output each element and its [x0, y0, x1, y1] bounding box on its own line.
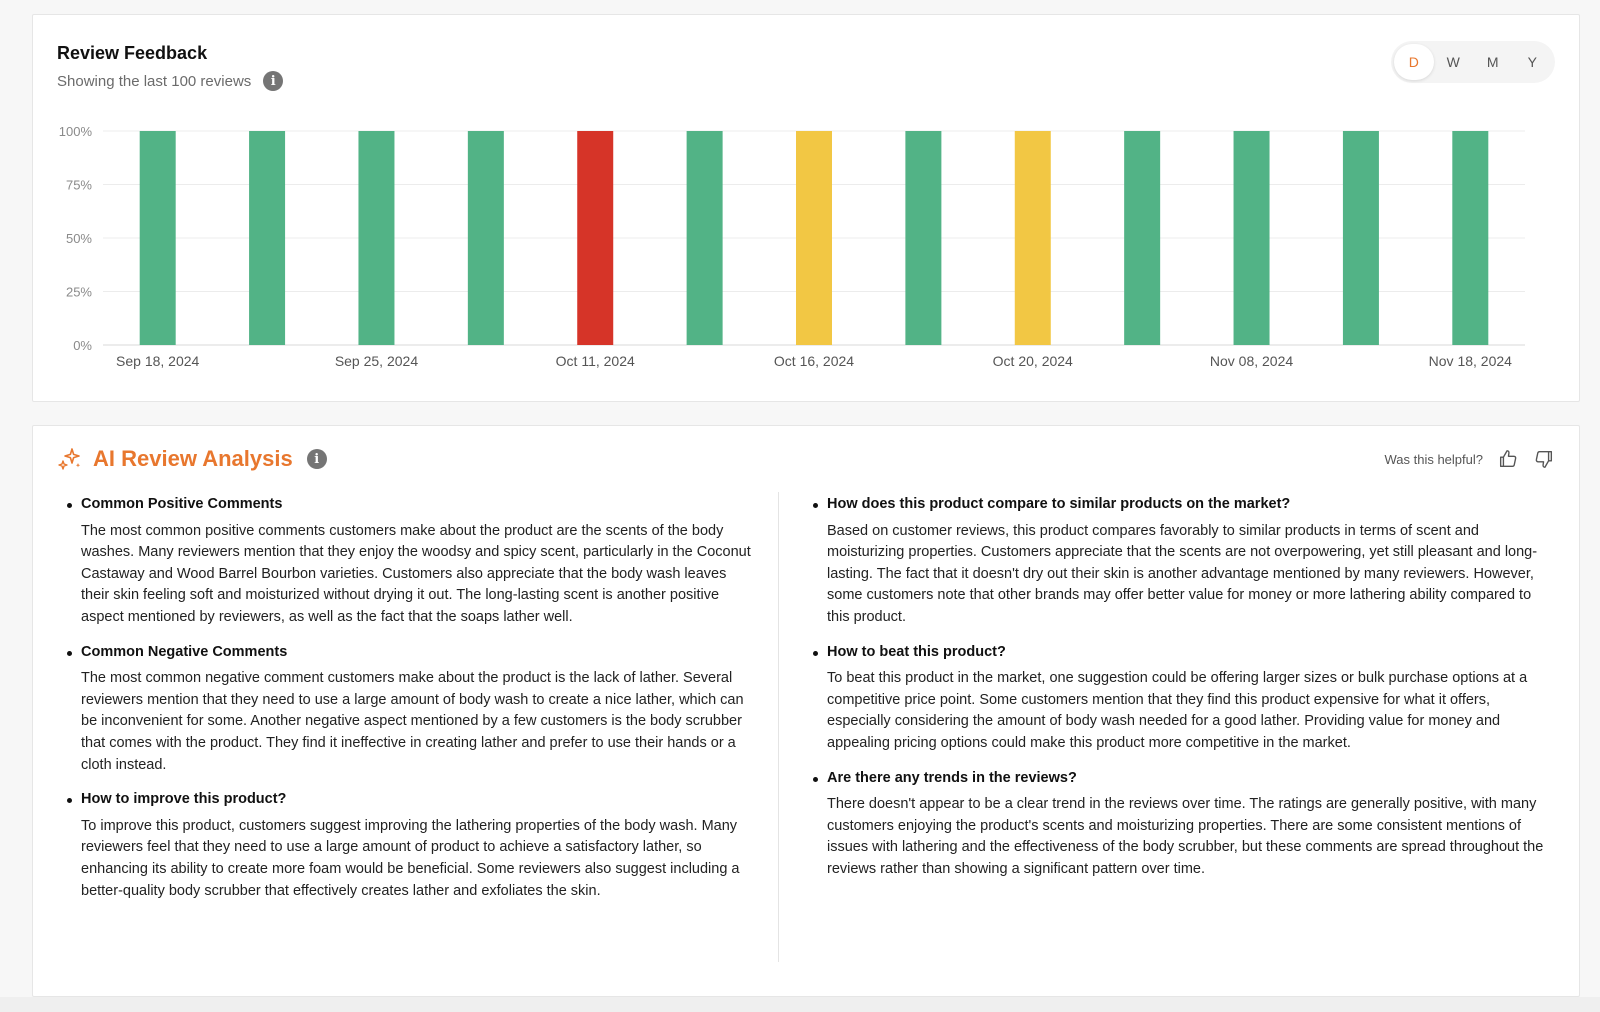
bar [1015, 131, 1051, 345]
y-tick-label: 0% [73, 338, 92, 353]
bar [468, 131, 504, 345]
x-tick-label: Oct 16, 2024 [773, 353, 855, 369]
analysis-left-column [61, 494, 751, 915]
period-button-week[interactable]: W [1446, 54, 1460, 70]
question-answer: The most common positive comments customers make about the product are the scents of the body washes. Many reviewers mention that they enjoy the woodsy and spicy scent, particularly in the Coconut Castaway and Wood Barrel Bourbon varieties. Customers also appreciate that the body wash leaves their skin feeling soft and moisturized without drying it out. The long-lasting scent is another positive aspect mentioned by reviewers, as well as the fact that the soaps lather well. [81, 522, 751, 625]
question-title: Common Positive Comments [81, 496, 283, 512]
x-tick-label: Sep 25, 2024 [334, 353, 419, 369]
y-tick-label: 75% [65, 177, 92, 193]
analysis-right-column [807, 494, 1553, 894]
bar [249, 131, 285, 345]
page-bottom-strip [0, 997, 1600, 1012]
x-tick-label: Oct 11, 2024 [555, 353, 635, 369]
y-tick-label: 100% [58, 124, 92, 139]
helpful-feedback [1384, 448, 1555, 470]
review-feedback-subtitle: Showing the last 100 reviews [57, 72, 252, 90]
list-item [807, 768, 1553, 881]
y-tick-label: 25% [65, 284, 92, 300]
question-answer: There doesn't appear to be a clear trend in the reviews over time. The ratings are generally positive, with many customers enjoying the product's scents and moisturizing properties. There are some consistent mentions of issues with lathering and the effectiveness of the body scrubber, but these comments are spread throughout the reviews rather than showing a significant pattern over time. [827, 796, 1544, 877]
question-answer: Based on customer reviews, this product compares favorably to similar products in terms of scent and moisturizing properties. Customers appreciate that the scents are not overpowering, yet still pleasant and long-lasting. The fact that it doesn't dry out their skin is another advantage mentioned by many reviewers. However, some customers note that other brands may offer better value for money or more lathering ability compared to this product. [827, 522, 1538, 625]
question-title: Common Negative Comments [81, 643, 288, 660]
sparkle-icon [57, 446, 83, 472]
info-icon[interactable]: i [263, 71, 283, 91]
bar [687, 131, 723, 345]
list-item [61, 642, 751, 777]
question-title: Are there any trends in the reviews? [827, 769, 1077, 786]
question-title: How to beat this product? [827, 643, 1006, 660]
question-answer: To improve this product, customers suggest improving the lathering properties of the body wash. Many reviewers feel that they need to use a large amount of product to achieve a satisfactory lather, so enhancing its ability to create more foam would be beneficial. Some reviewers also suggest including a better-quality body scrubber that effectively creates lather and exfoliates the skin. [81, 817, 740, 899]
bar [577, 131, 613, 345]
list-item [807, 494, 1553, 629]
ai-analysis-title: AI Review Analysis [93, 446, 293, 471]
x-tick-label: Oct 20, 2024 [992, 353, 1073, 369]
bar [1124, 131, 1160, 345]
column-divider [778, 492, 779, 962]
x-tick-label: Nov 08, 2024 [1209, 353, 1294, 369]
question-answer: The most common negative comment customers make about the product is the lack of lather. Several reviewers mention that they need to use a large amount of body wash to create a nice lather, which can be inconvenient for some. Another negative aspect mentioned by a few customers is the body scrubber that comes with the product. They find it ineffective in creating lather and prefer to use their hands or a cloth instead. [81, 670, 744, 773]
bar [358, 131, 394, 345]
list-item [807, 642, 1553, 755]
bar [140, 131, 176, 345]
ai-analysis-header [57, 446, 327, 472]
period-button-day[interactable]: D [1394, 44, 1434, 80]
question-answer: To beat this product in the market, one suggestion could be offering larger sizes or bulk purchase options at a competitive price point. Some customers mention that they find this product expensive for what it offers, especially considering the amount of body wash needed for a good lather. Providing value for money and appealing pricing options could make this product more competitive in the market. [827, 670, 1528, 751]
y-tick-label: 50% [65, 231, 92, 246]
bar [1234, 131, 1270, 345]
list-item [61, 494, 751, 629]
bar [1452, 131, 1488, 345]
review-feedback-chart [33, 15, 1581, 403]
period-button-month[interactable]: M [1486, 54, 1499, 70]
review-feedback-card [32, 14, 1580, 402]
review-feedback-title: Review Feedback [57, 43, 208, 63]
helpful-label: Was this helpful? [1384, 451, 1483, 467]
question-title: How does this product compare to similar products on the market? [827, 496, 1291, 512]
bar [905, 131, 941, 345]
info-icon[interactable]: i [307, 449, 327, 469]
bar [1343, 131, 1379, 345]
thumbs-up-icon[interactable] [1497, 448, 1519, 470]
bar [796, 131, 832, 345]
period-button-year[interactable]: Y [1527, 54, 1537, 70]
question-title: How to improve this product? [81, 791, 287, 808]
ai-review-analysis-card [32, 425, 1580, 997]
thumbs-down-icon[interactable] [1533, 448, 1555, 470]
x-tick-label: Nov 18, 2024 [1428, 353, 1512, 369]
list-item [61, 789, 751, 902]
x-tick-label: Sep 18, 2024 [116, 353, 200, 369]
